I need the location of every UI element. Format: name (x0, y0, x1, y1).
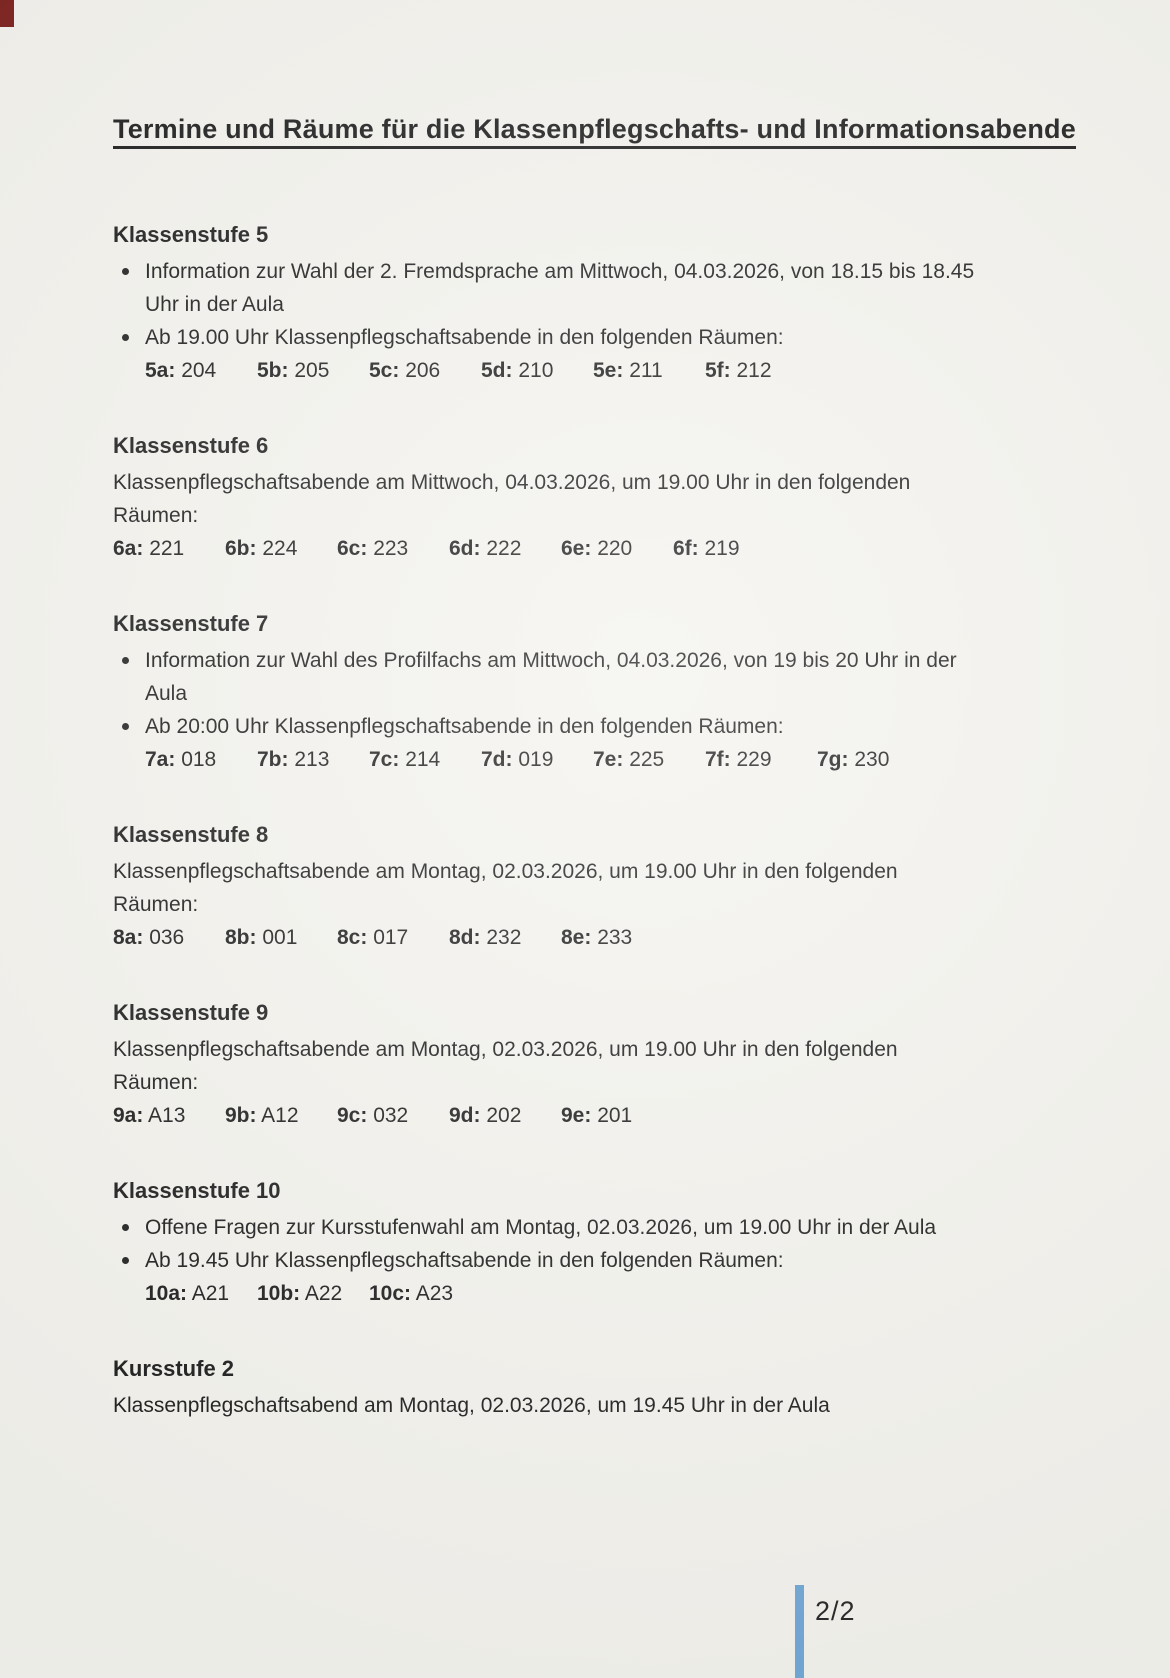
page-number: 2/2 (815, 1596, 856, 1626)
section-heading: Klassenstufe 8 (113, 822, 269, 847)
room-label: 5b: (257, 359, 289, 382)
rooms-row (113, 921, 985, 954)
room-cell (481, 743, 593, 776)
room-value: A23 (411, 1282, 454, 1305)
info-line: Klassenpflegschaftsabende am Mittwoch, 04.03.2026, um 19.00 Uhr in den folgenden Räumen: (113, 471, 911, 527)
room-cell (449, 921, 561, 954)
room-cell (113, 921, 225, 954)
room-value: A21 (187, 1282, 230, 1305)
room-value: 212 (730, 359, 772, 382)
room-cell (561, 532, 673, 565)
rooms-row (113, 532, 985, 565)
room-label: 5e: (593, 359, 624, 382)
room-cell (145, 354, 257, 387)
bullet-icon (113, 1244, 145, 1277)
rooms-row (113, 1277, 1017, 1310)
room-label: 6c: (337, 537, 368, 560)
room-value: 229 (730, 748, 772, 771)
room-cell (593, 743, 705, 776)
room-label: 7f: (705, 748, 731, 771)
sections-container (113, 218, 1080, 1422)
room-value: 213 (288, 748, 330, 771)
document-title-text: Termine und Räume für die Klassenpflegschafts- und Informationsabende (113, 114, 1076, 149)
page-footer (795, 1585, 856, 1678)
section-heading: Klassenstufe 7 (113, 611, 269, 636)
room-label: 5d: (481, 359, 513, 382)
room-cell (113, 532, 225, 565)
room-value: 219 (698, 537, 740, 560)
room-label: 6f: (673, 537, 699, 560)
section (113, 218, 1080, 387)
room-cell (257, 1277, 369, 1310)
room-cell (145, 1277, 257, 1310)
info-line: Klassenpflegschaftsabende am Montag, 02.03.2026, um 19.00 Uhr in den folgenden Räumen: (113, 860, 898, 916)
bullet-item (113, 644, 985, 710)
room-value: 225 (623, 748, 665, 771)
page-number-bar (795, 1585, 804, 1678)
rooms-row (113, 354, 1017, 387)
bullet-item (113, 255, 985, 321)
room-value: 036 (143, 926, 185, 949)
room-cell (257, 743, 369, 776)
room-label: 9c: (337, 1104, 368, 1127)
room-cell (705, 354, 772, 387)
section-heading: Klassenstufe 10 (113, 1178, 281, 1203)
bullet-icon (113, 710, 145, 743)
room-value: 211 (623, 359, 663, 382)
room-label: 10c: (369, 1282, 412, 1305)
section-heading: Klassenstufe 5 (113, 222, 269, 247)
section (113, 996, 1080, 1132)
room-value: 223 (367, 537, 409, 560)
room-cell (337, 1099, 449, 1132)
room-label: 7e: (593, 748, 624, 771)
room-cell (481, 354, 593, 387)
room-cell (561, 921, 632, 954)
room-label: 8a: (113, 926, 144, 949)
room-cell (673, 532, 740, 565)
room-value: 210 (512, 359, 554, 382)
room-value: 221 (143, 537, 185, 560)
section (113, 607, 1080, 776)
room-label: 10b: (257, 1282, 301, 1305)
rooms-row (113, 1099, 985, 1132)
room-value: A13 (143, 1104, 186, 1127)
room-label: 6a: (113, 537, 144, 560)
room-value: 233 (591, 926, 633, 949)
room-cell (225, 921, 337, 954)
room-label: 9d: (449, 1104, 481, 1127)
room-value: 214 (399, 748, 441, 771)
room-label: 5a: (145, 359, 176, 382)
bullet-text: Ab 20:00 Uhr Klassenpflegschaftsabende in den folgenden Räumen: (145, 715, 784, 738)
room-cell (337, 921, 449, 954)
room-label: 7b: (257, 748, 289, 771)
room-value: 206 (399, 359, 441, 382)
room-value: 202 (480, 1104, 522, 1127)
room-label: 10a: (145, 1282, 188, 1305)
room-cell (225, 532, 337, 565)
room-label: 8e: (561, 926, 592, 949)
document-title (113, 112, 1080, 146)
room-cell (449, 532, 561, 565)
room-cell (145, 743, 257, 776)
bullet-item (113, 1244, 985, 1277)
room-value: A22 (300, 1282, 343, 1305)
bullet-text: Information zur Wahl des Profilfachs am Mittwoch, 04.03.2026, von 19 bis 20 Uhr in der Aula (145, 649, 957, 705)
room-cell (449, 1099, 561, 1132)
section-heading: Klassenstufe 6 (113, 433, 269, 458)
room-value: A12 (256, 1104, 299, 1127)
info-line: Klassenpflegschaftsabend am Montag, 02.03.2026, um 19.45 Uhr in der Aula (113, 1394, 830, 1417)
bullet-icon (113, 644, 145, 710)
room-label: 6e: (561, 537, 592, 560)
room-cell (817, 743, 889, 776)
room-cell (369, 743, 481, 776)
bullet-icon (113, 321, 145, 354)
bullet-icon (113, 255, 145, 321)
room-value: 222 (480, 537, 522, 560)
room-value: 201 (591, 1104, 633, 1127)
bullet-text: Ab 19.45 Uhr Klassenpflegschaftsabende in den folgenden Räumen: (145, 1249, 784, 1272)
bullet-item (113, 321, 985, 354)
room-cell (337, 532, 449, 565)
room-label: 8c: (337, 926, 368, 949)
room-value: 205 (288, 359, 330, 382)
room-cell (257, 354, 369, 387)
room-label: 6b: (225, 537, 257, 560)
room-value: 032 (367, 1104, 409, 1127)
room-value: 204 (175, 359, 217, 382)
bullet-icon (113, 1211, 145, 1244)
room-label: 5f: (705, 359, 731, 382)
room-label: 5c: (369, 359, 400, 382)
room-cell (561, 1099, 632, 1132)
bullet-item (113, 1211, 985, 1244)
section (113, 818, 1080, 954)
room-cell (705, 743, 817, 776)
room-value: 220 (591, 537, 633, 560)
section (113, 1174, 1080, 1310)
room-cell (225, 1099, 337, 1132)
room-label: 7a: (145, 748, 176, 771)
bullet-text: Offene Fragen zur Kursstufenwahl am Montag, 02.03.2026, um 19.00 Uhr in der Aula (145, 1216, 937, 1239)
room-value: 018 (175, 748, 217, 771)
room-cell (593, 354, 705, 387)
room-label: 7d: (481, 748, 513, 771)
room-value: 232 (480, 926, 522, 949)
rooms-row (113, 743, 1017, 776)
room-label: 6d: (449, 537, 481, 560)
room-label: 9a: (113, 1104, 144, 1127)
bullet-text: Ab 19.00 Uhr Klassenpflegschaftsabende in den folgenden Räumen: (145, 326, 784, 349)
room-cell (369, 354, 481, 387)
room-value: 230 (848, 748, 890, 771)
room-cell (113, 1099, 225, 1132)
room-cell (369, 1277, 453, 1310)
room-label: 9b: (225, 1104, 257, 1127)
room-label: 8b: (225, 926, 257, 949)
bullet-text: Information zur Wahl der 2. Fremdsprache am Mittwoch, 04.03.2026, von 18.15 bis 18.45 Uhr in der Aula (145, 260, 975, 316)
section (113, 1352, 1080, 1422)
room-value: 224 (256, 537, 298, 560)
room-value: 017 (367, 926, 409, 949)
room-label: 7g: (817, 748, 849, 771)
section-heading: Klassenstufe 9 (113, 1000, 269, 1025)
bullet-item (113, 710, 985, 743)
section (113, 429, 1080, 565)
room-label: 8d: (449, 926, 481, 949)
room-label: 9e: (561, 1104, 592, 1127)
room-value: 019 (512, 748, 554, 771)
room-label: 7c: (369, 748, 400, 771)
section-heading: Kursstufe 2 (113, 1356, 235, 1381)
info-line: Klassenpflegschaftsabende am Montag, 02.03.2026, um 19.00 Uhr in den folgenden Räumen: (113, 1038, 898, 1094)
room-value: 001 (256, 926, 298, 949)
